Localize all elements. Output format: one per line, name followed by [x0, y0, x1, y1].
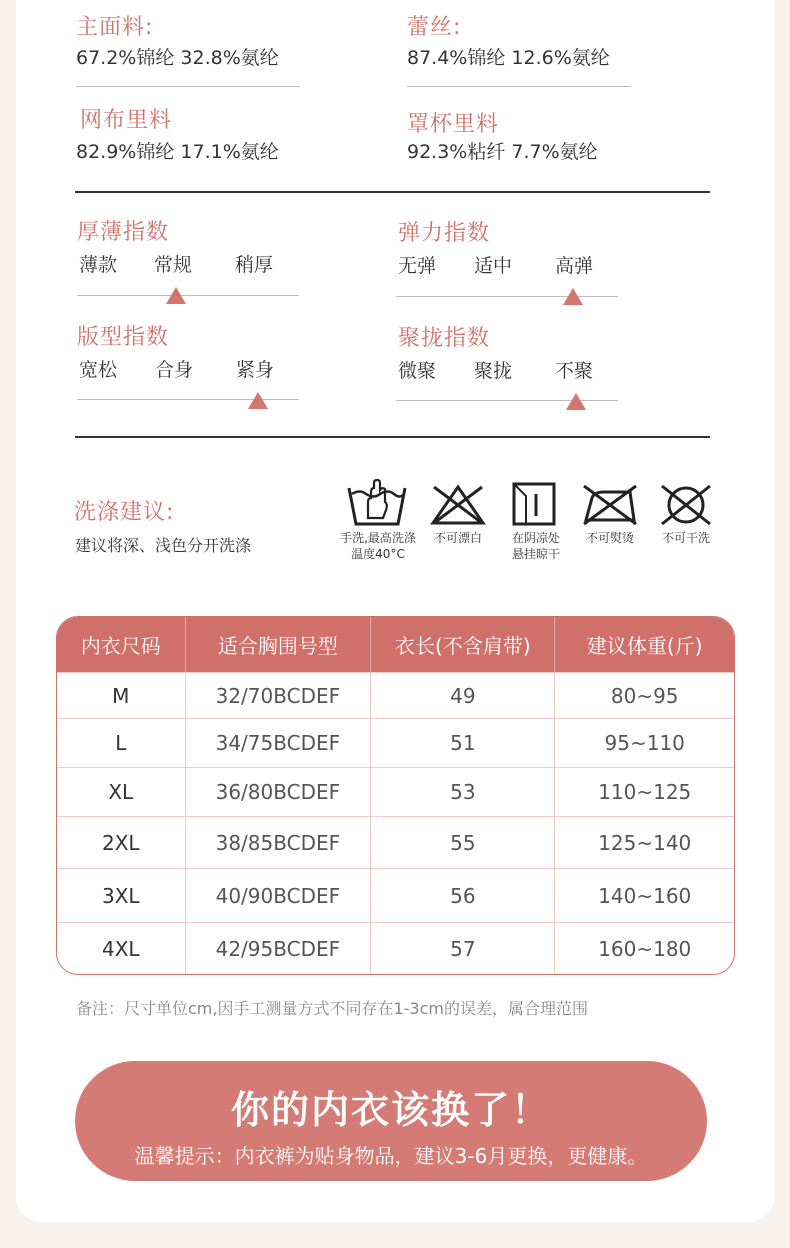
cell-weight: 95~110 [555, 718, 734, 767]
cell-weight: 140~160 [555, 868, 734, 922]
cell-length: 55 [371, 816, 555, 868]
cell-length: 53 [371, 767, 555, 816]
header-length: 衣长(不含肩带) [371, 617, 555, 672]
content-card [16, 0, 774, 1222]
table-row [57, 718, 734, 767]
header-bust: 适合胸围号型 [186, 617, 372, 672]
cell-size: L [57, 718, 186, 767]
thickness-scale [77, 295, 299, 296]
cell-length: 57 [371, 922, 555, 974]
mesh-lining-title: 网布里料 [80, 108, 173, 133]
no-iron-icon [582, 484, 638, 526]
cell-length: 51 [371, 718, 555, 767]
fit-title: 版型指数 [77, 325, 170, 350]
main-fabric-value: 67.2%锦纶 32.8%氨纶 [76, 47, 279, 69]
no-bleach-caption: 不可漂白 [433, 531, 482, 545]
care-title: 洗涤建议: [74, 500, 175, 525]
elasticity-option-none: 无弹 [398, 255, 437, 277]
elasticity-indicator [563, 288, 583, 305]
banner-subtitle: 温馨提示：内衣裤为贴身物品，建议3-6月更换，更健康。 [134, 1144, 648, 1168]
header-size: 内衣尺码 [57, 617, 186, 672]
fit-option-tight: 紧身 [236, 359, 275, 381]
dry-in-shade-icon [512, 482, 556, 526]
push-up-indicator [566, 393, 586, 410]
push-up-option-none: 不聚 [555, 360, 594, 382]
cell-size: 4XL [57, 922, 186, 974]
cell-bust: 38/85BCDEF [186, 816, 372, 868]
cell-bust: 34/75BCDEF [186, 718, 372, 767]
table-row [57, 922, 734, 974]
divider [76, 86, 300, 87]
measurement-note: 备注：尺寸单位cm,因手工测量方式不同存在1-3cm的误差，属合理范围 [76, 999, 588, 1018]
elasticity-option-medium: 适中 [474, 255, 513, 277]
thickness-option-regular: 常规 [154, 254, 193, 276]
table-row [57, 767, 734, 816]
lace-value: 87.4%锦纶 12.6%氨纶 [407, 47, 610, 69]
section-divider [75, 191, 710, 193]
thickness-indicator [166, 287, 186, 304]
push-up-title: 聚拢指数 [398, 326, 491, 351]
table-row [57, 816, 734, 868]
table-row [57, 672, 734, 718]
cup-lining-title: 罩杯里料 [407, 112, 500, 137]
reminder-banner [75, 1061, 707, 1181]
cell-bust: 40/90BCDEF [186, 868, 372, 922]
cell-weight: 160~180 [555, 922, 734, 974]
cell-size: 2XL [57, 816, 186, 868]
no-dry-clean-icon [658, 484, 714, 526]
cell-bust: 42/95BCDEF [186, 922, 372, 974]
section-divider [75, 436, 710, 438]
cell-weight: 80~95 [555, 672, 734, 718]
care-advice: 建议将深、浅色分开洗涤 [75, 536, 252, 555]
hand-wash-caption: 手洗,最高洗涤 温度40°C [340, 531, 416, 561]
cell-weight: 110~125 [555, 767, 734, 816]
no-iron-caption: 不可熨烫 [585, 531, 634, 545]
table-row [57, 868, 734, 922]
push-up-option-push: 聚拢 [474, 360, 513, 382]
elasticity-option-high: 高弹 [555, 255, 594, 277]
cell-size: 3XL [57, 868, 186, 922]
fit-option-loose: 宽松 [79, 359, 118, 381]
no-dry-clean-caption: 不可干洗 [661, 531, 710, 545]
mesh-lining-value: 82.9%锦纶 17.1%氨纶 [76, 141, 279, 163]
no-bleach-icon [430, 484, 486, 526]
cell-bust: 32/70BCDEF [186, 672, 372, 718]
cell-length: 56 [371, 868, 555, 922]
push-up-option-slight: 微聚 [398, 360, 437, 382]
hand-wash-icon [346, 478, 408, 526]
size-table [56, 616, 735, 975]
lace-title: 蕾丝: [407, 15, 462, 40]
cell-weight: 125~140 [555, 816, 734, 868]
fit-indicator [248, 392, 268, 409]
divider [407, 86, 631, 87]
elasticity-scale [396, 296, 618, 297]
table-header-row [57, 617, 734, 672]
cell-bust: 36/80BCDEF [186, 767, 372, 816]
cup-lining-value: 92.3%粘纤 7.7%氨纶 [407, 141, 598, 163]
elasticity-title: 弹力指数 [398, 221, 491, 246]
cell-length: 49 [371, 672, 555, 718]
fit-option-fitted: 合身 [155, 359, 194, 381]
dry-in-shade-caption: 在阴凉处 悬挂晾干 [511, 531, 560, 561]
banner-title: 你的内衣该换了！ [230, 1088, 551, 1132]
thickness-option-thick: 稍厚 [235, 254, 274, 276]
header-weight: 建议体重(斤) [555, 617, 734, 672]
cell-size: XL [57, 767, 186, 816]
thickness-option-thin: 薄款 [79, 254, 118, 276]
cell-size: M [57, 672, 186, 718]
main-fabric-title: 主面料: [76, 15, 154, 40]
thickness-title: 厚薄指数 [77, 220, 170, 245]
